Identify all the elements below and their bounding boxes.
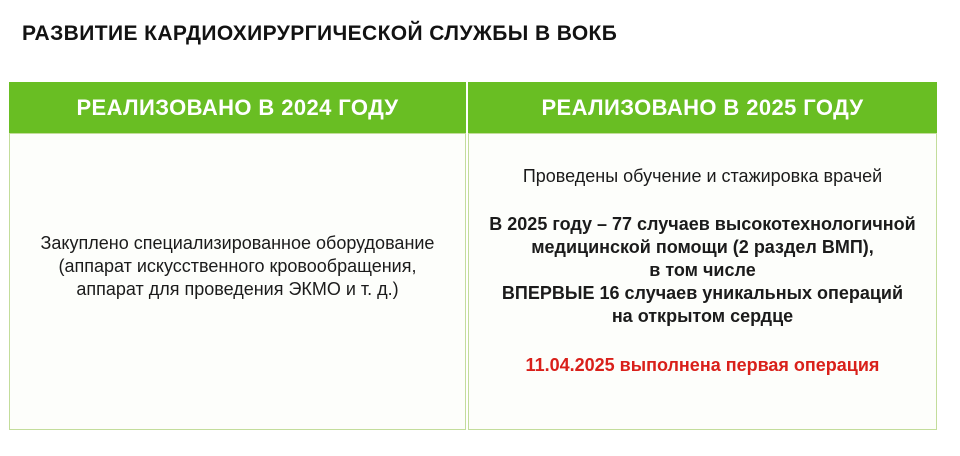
text-line: ВПЕРВЫЕ 16 случаев уникальных операций	[501, 283, 904, 303]
table-cell-2025	[468, 133, 937, 430]
table-header-2025: РЕАЛИЗОВАНО В 2025 ГОДУ	[468, 82, 937, 133]
comparison-table	[9, 82, 937, 430]
text-line: Закуплено специализированное оборудование	[40, 233, 435, 253]
column-2024	[9, 82, 466, 430]
table-header-2024: РЕАЛИЗОВАНО В 2024 ГОДУ	[9, 82, 466, 133]
table-cell-2024	[9, 133, 466, 430]
page-title: РАЗВИТИЕ КАРДИОХИРУРГИЧЕСКОЙ СЛУЖБЫ В ВОКБ	[22, 22, 618, 45]
text-line: (аппарат искусственного кровообращения,	[58, 256, 417, 276]
highlight-text: 11.04.2025 выполнена первая операция	[525, 355, 880, 375]
column-2025	[468, 82, 937, 430]
text-line: В 2025 году – 77 случаев высокотехнологичной	[489, 214, 916, 234]
intro-text: Проведены обучение и стажировка врачей	[522, 166, 883, 186]
text-line: аппарат для проведения ЭКМО и т. д.)	[76, 279, 399, 299]
text-line: в том числе	[649, 260, 756, 280]
text-line: на открытом сердце	[611, 306, 794, 326]
text-line: медицинской помощи (2 раздел ВМП),	[531, 237, 874, 257]
bold-text-block	[489, 213, 915, 328]
